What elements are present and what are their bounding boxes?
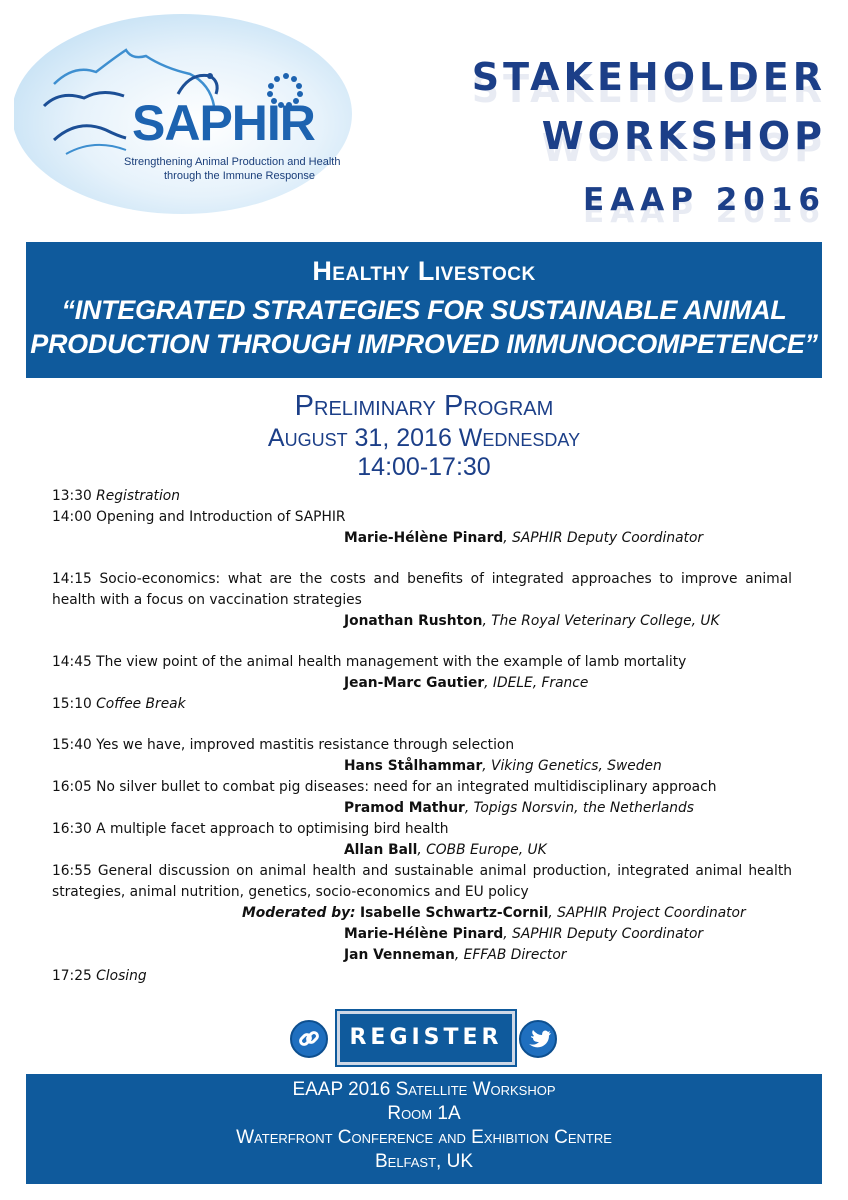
- agenda-item: 14:15 Socio-economics: what are the costs and benefits of integrated approaches to improve animal: [52, 571, 792, 587]
- agenda-item: 16:05 No silver bullet to combat pig diseases: need for an integrated multidisciplinary approach: [52, 779, 717, 795]
- theme-banner: [26, 242, 822, 378]
- program-title: Preliminary Program: [294, 390, 554, 422]
- agenda-item-continued: health with a focus on vaccination strategies: [52, 592, 362, 608]
- heading-stakeholder: STAKEHOLDER: [471, 55, 826, 99]
- register-button[interactable]: REGISTER: [337, 1011, 515, 1065]
- footer-line: Room 1A: [387, 1103, 461, 1124]
- agenda: [52, 486, 792, 987]
- agenda-item: 13:30 Registration: [52, 488, 180, 504]
- twitter-icon[interactable]: [519, 1020, 557, 1058]
- agenda-item-continued: strategies, animal nutrition, genetics, socio-economics and EU policy: [52, 884, 529, 900]
- agenda-item: 16:55 General discussion on animal health and sustainable animal production, integrated animal health: [52, 863, 792, 879]
- venue-footer: [26, 1074, 822, 1184]
- agenda-item: 14:00 Opening and Introduction of SAPHIR: [52, 509, 346, 525]
- logo-tagline: Strengthening Animal Production and Health: [124, 156, 341, 168]
- agenda-speaker: Pramod Mathur, Topigs Norsvin, the Netherlands: [344, 800, 694, 816]
- logo-name: SAPHIR: [132, 95, 315, 151]
- saphir-logo: [14, 10, 362, 218]
- agenda-speaker: Marie-Hélène Pinard, SAPHIR Deputy Coordinator: [344, 926, 704, 942]
- footer-line: Waterfront Conference and Exhibition Centre: [236, 1127, 612, 1148]
- program-time: 14:00-17:30: [357, 453, 491, 481]
- agenda-speaker: Jonathan Rushton, The Royal Veterinary College, UK: [344, 613, 720, 629]
- agenda-item: 15:40 Yes we have, improved mastitis resistance through selection: [52, 737, 515, 753]
- agenda-item: 14:45 The view point of the animal health management with the example of lamb mortality: [52, 654, 687, 670]
- banner-subtitle: PRODUCTION THROUGH IMPROVED IMMUNOCOMPETENCE”: [30, 329, 818, 359]
- footer-line: EAAP 2016 Satellite Workshop: [292, 1079, 556, 1100]
- agenda-item: 16:30 A multiple facet approach to optimising bird health: [52, 821, 449, 837]
- logo-tagline: through the Immune Response: [164, 170, 316, 182]
- footer-line: Belfast, UK: [374, 1151, 474, 1172]
- agenda-item: 17:25 Closing: [52, 968, 147, 984]
- heading-eaap: EAAP 2016: [583, 182, 826, 218]
- agenda-speaker: Hans Stålhammar, Viking Genetics, Sweden: [344, 758, 662, 774]
- agenda-speaker: Marie-Hélène Pinard, SAPHIR Deputy Coordinator: [344, 530, 704, 546]
- heading-workshop: WORKSHOP: [541, 114, 826, 158]
- banner-title: Healthy Livestock: [312, 256, 536, 286]
- link-icon[interactable]: [290, 1020, 328, 1058]
- agenda-moderator: Moderated by: Isabelle Schwartz-Cornil, SAPHIR Project Coordinator: [242, 905, 746, 921]
- agenda-item: 15:10 Coffee Break: [52, 696, 186, 712]
- program-date: August 31, 2016 Wednesday: [267, 424, 581, 452]
- agenda-speaker: Jan Venneman, EFFAB Director: [344, 947, 567, 963]
- agenda-speaker: Jean-Marc Gautier, IDELE, France: [344, 675, 589, 691]
- agenda-speaker: Allan Ball, COBB Europe, UK: [344, 842, 547, 858]
- banner-subtitle: “INTEGRATED STRATEGIES FOR SUSTAINABLE ANIMAL: [61, 295, 787, 325]
